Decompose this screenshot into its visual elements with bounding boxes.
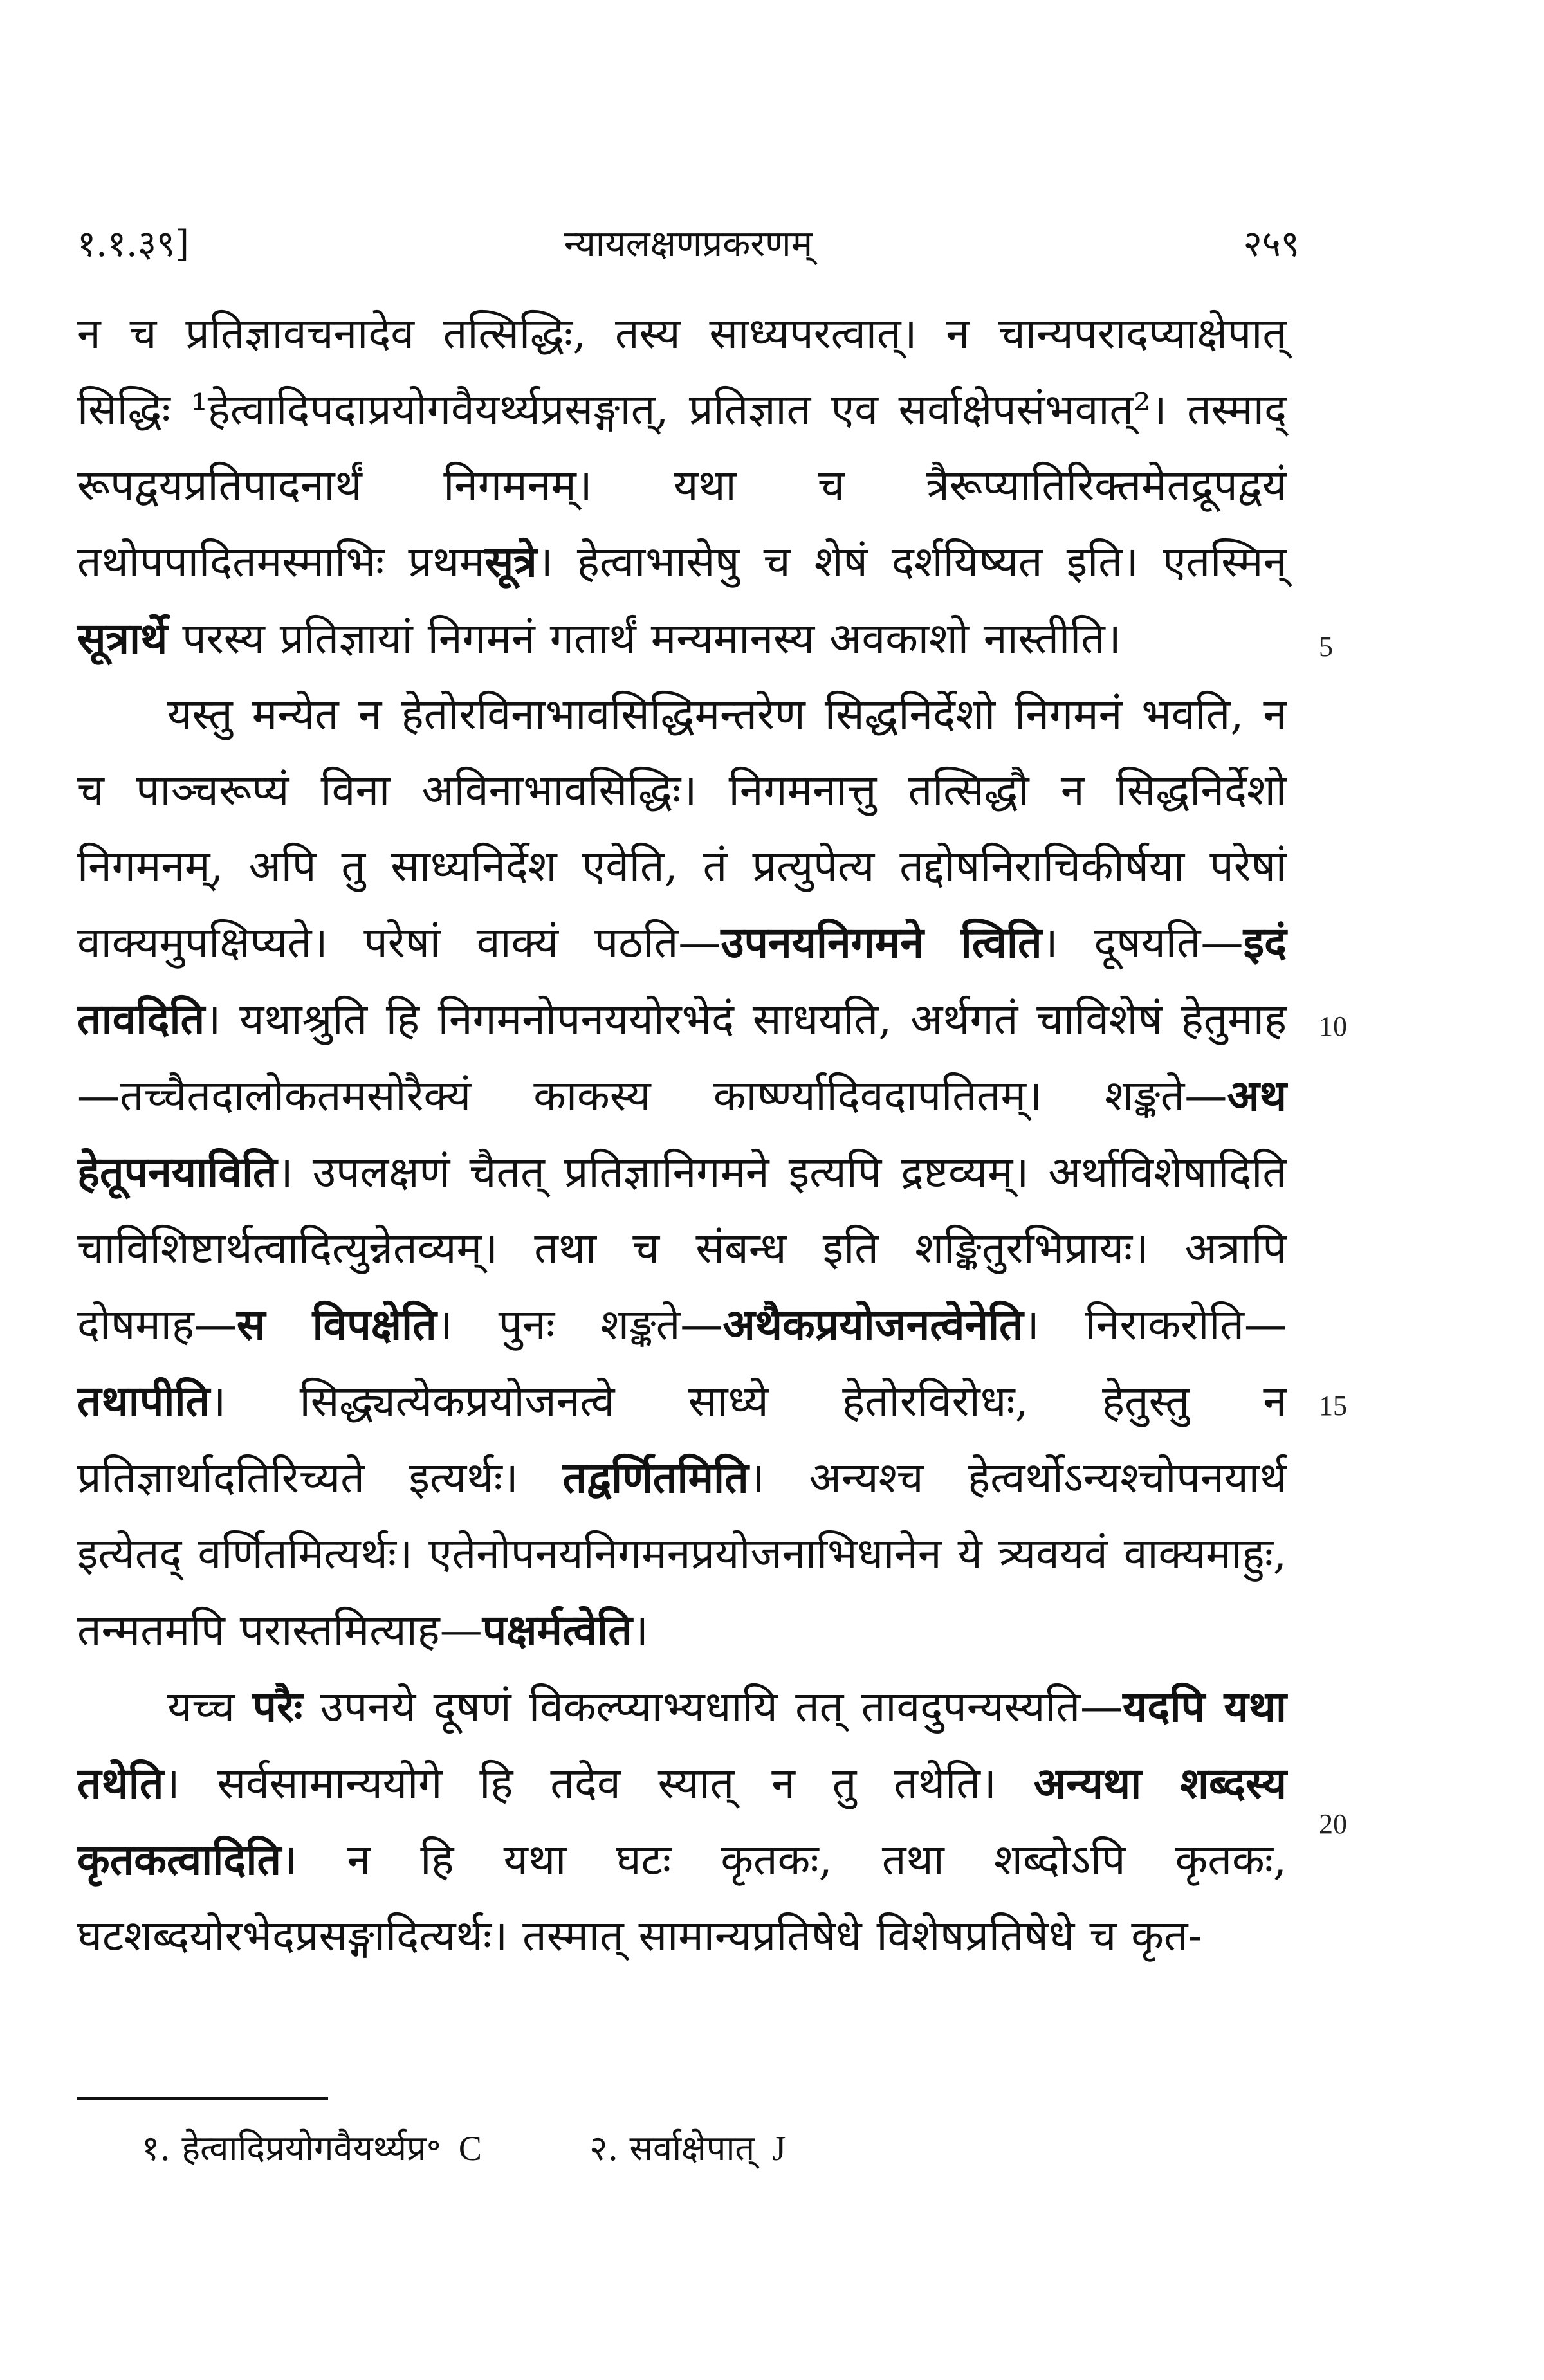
- bold-lemma: यदपि यथा तथेति: [77, 1681, 1287, 1808]
- body-text: [77, 296, 1287, 1974]
- bold-lemma: अन्यथा शब्दस्य कृतकत्वादिति: [77, 1758, 1287, 1885]
- bold-lemma: सूत्रे: [484, 536, 537, 587]
- text-segment: । अन्यश्च हेत्वर्थोऽन्यश्चोपनयार्थ इत्येतद् वर्णितमित्यर्थः। एतेनोपनयनिगमनप्रयोजनाभिधानेन ये त्र्यवयवं वाक्यमाहुः, तन्मतमपि परास्तमित्याह—: [77, 1453, 1287, 1655]
- text-segment: । न हि यथा घटः कृतकः, तथा शब्दोऽपि कृतकः, घटशब्दयोरभेदप्रसङ्गादित्यर्थः। तस्मात् सामान्यप्रतिषेधे विशेषप्रतिषेधे च कृत-: [77, 1835, 1287, 1961]
- text-segment: न च प्रतिज्ञावचनादेव तत्सिद्धिः, तस्य साध्यपरत्वात्। न चान्यपरादप्याक्षेपात् सिद्धिः ¹हेत्वादिपदाप्रयोगवैयर्थ्यप्रसङ्गात्, प्रतिज्ञात एव सर्वाक्षेपसंभवात्²। तस्माद् रूपद्वयप्रतिपादनार्थं निगमनम्। यथा च त्रैरूप्यातिरिक्तमेतद्रूपद्वयं तथोपपादितमस्माभिः प्रथम: [77, 309, 1287, 587]
- line-number-10: 10: [1319, 1011, 1347, 1042]
- chapter-title: न्यायलक्षणप्रकरणम्: [564, 223, 813, 265]
- bold-lemma: स विपक्षेति: [236, 1299, 437, 1350]
- bold-lemma: पक्षर्मत्वेति: [482, 1605, 632, 1655]
- footnote-marker: १.: [142, 2128, 171, 2168]
- text-segment: यस्तु मन्येत न हेतोरविनाभावसिद्धिमन्तरेण सिद्धनिर्देशो निगमनं भवति, न च पाञ्चरूप्यं विना अविनाभावसिद्धिः। निगमनात्तु तत्सिद्धौ न सिद्धनिर्देशो निगमनम्, अपि तु साध्यनिर्देश एवेति, तं प्रत्युपेत्य तद्दोषनिराचिकीर्षया परेषां वाक्यमुपक्षिप्यते। परेषां वाक्यं पठति—: [77, 690, 1287, 967]
- text-segment: । हेत्वाभासेषु च शेषं दर्शयिष्यत इति। एतस्मिन्: [537, 537, 1287, 587]
- footnote-source: C: [458, 2129, 482, 2168]
- bold-lemma: सूत्रार्थे: [77, 613, 168, 663]
- text-segment: । दूषयति—: [1042, 918, 1244, 967]
- footnote-text: सर्वाक्षेपात्: [629, 2128, 755, 2168]
- text-segment: परस्य प्रतिज्ञायां निगमनं गतार्थं मन्यमानस्य अवकाशो नास्तीति।: [167, 614, 1121, 663]
- text-segment: । सिद्ध्यत्येकप्रयोजनत्वे साध्ये हेतोरविरोधः, हेतुस्तु न प्रतिज्ञार्थादतिरिच्यते इत्यर्थः।: [77, 1377, 1287, 1503]
- line-number-5: 5: [1319, 631, 1333, 663]
- footnote-rule: [77, 2097, 328, 2100]
- bold-lemma: परैः: [252, 1681, 303, 1732]
- bold-lemma: तद्वर्णितमिति: [562, 1452, 749, 1503]
- footnote-2: [589, 2123, 786, 2174]
- page-number: २५९: [1243, 223, 1300, 265]
- text-segment: उपनये दूषणं विकल्प्याभ्यधायि तत् तावदुपन्यस्यति—: [302, 1682, 1123, 1732]
- footnote-text: हेत्वादिप्रयोगवैयर्थ्यप्र॰: [181, 2128, 441, 2168]
- text-segment: । यथाश्रुति हि निगमनोपनययोरभेदं साधयति, अर्थगतं चाविशेषं हेतुमाह—तच्चैतदालोकतमसोरैक्यं काकस्य कार्ष्ण्यादिवदापतितम्। शङ्कते—: [77, 994, 1287, 1121]
- section-reference: १.१.३९]: [77, 223, 189, 265]
- text-segment: यच्च: [167, 1682, 253, 1732]
- running-header: [77, 219, 1300, 270]
- text-segment: । पुनः शङ्कते—: [436, 1300, 723, 1350]
- text-segment: । सर्वसामान्ययोगे हि तदेव स्यात् न तु तथेति।: [163, 1759, 1034, 1808]
- text-segment: ।: [632, 1606, 648, 1655]
- bold-lemma: तथापीति: [77, 1376, 210, 1426]
- footnote-source: J: [772, 2129, 786, 2168]
- paragraph: [77, 296, 1287, 677]
- text-segment: । उपलक्षणं चैतत् प्रतिज्ञानिगमने इत्यपि द्रष्टव्यम्। अर्थाविशेषादिति चाविशिष्टार्थत्वादित्युन्नेतव्यम्। तथा च संबन्ध इति शङ्कितुरभिप्रायः। अत्रापि दोषमाह—: [77, 1148, 1287, 1350]
- paragraph: [77, 677, 1287, 1669]
- line-number-15: 15: [1319, 1390, 1347, 1422]
- bold-lemma: उपनयनिगमने त्विति: [721, 917, 1042, 967]
- footnote-1: [142, 2123, 482, 2174]
- footnote-marker: २.: [589, 2128, 619, 2168]
- bold-lemma: इदं तावदिति: [77, 917, 1287, 1044]
- footnotes: [142, 2123, 1235, 2174]
- bold-lemma: अथ हेतूपनयाविति: [77, 1070, 1287, 1197]
- line-number-20: 20: [1319, 1808, 1347, 1840]
- text-segment: । निराकरोति—: [1023, 1300, 1287, 1350]
- paragraph: [77, 1669, 1287, 1974]
- bold-lemma: अथैकप्रयोजनत्वेनेति: [722, 1299, 1024, 1350]
